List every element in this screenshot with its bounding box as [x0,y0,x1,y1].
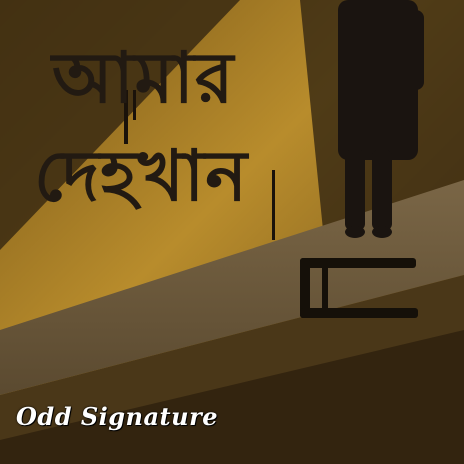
title-line-2: দেহখান [34,135,248,217]
artist-signature: Odd Signature [16,402,219,431]
title-line-1: আমার [52,37,235,119]
